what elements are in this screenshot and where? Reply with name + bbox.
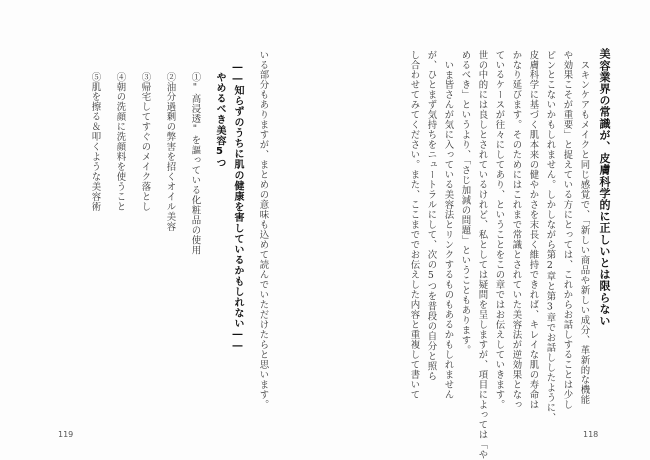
list-item: ③帰宅してすぐのメイク落とし (139, 72, 151, 212)
list-item: ⑤肌を擦る＆叩くような美容術 (89, 72, 101, 212)
list-item: ②油分過剰の弊害を招くオイル美容 (164, 72, 176, 232)
body-line: ピンとこないかもしれません。しかしながら第2章と第3章でお話ししたように、 (544, 50, 556, 423)
body-line: かなり延びます。そのためにはこれまで常識とされていた美容法が逆効果となっ (510, 50, 522, 410)
subheading-tagline: ――知らずのうちに肌の健康を害しているかもしれない―― (232, 62, 243, 353)
subheading-title: やめるべき美容5つ (214, 72, 225, 169)
body-line: が、ひとまず気持ちをニュートラルにして、次の5つを普段の自分と照ら (425, 50, 437, 382)
list-item: ④朝の洗顔に洗顔料を使うこと (114, 72, 126, 212)
body-line: スキンケアもメイクと同じ感覚で、「新しい商品や新しい成分、革新的な機能 (578, 60, 590, 405)
body-line: めるべき」というより、「さじ加減の問題」ということもあります。 (459, 50, 471, 355)
body-line: いる部分もありますが、まとめの意味も込めて読んでいただけたらと思います。 (257, 50, 269, 410)
body-line: し合わせてみてください。また、ここまででお伝えした内容と重複して書いて (408, 50, 420, 400)
body-line: ているケースが往々にしてあり、ということをこの章ではお伝えしていきます。 (493, 50, 505, 410)
body-line: 世の中的には良しとされているけれど、私としては疑問を呈しますが、項目によっては「や (476, 50, 488, 460)
page-118 (325, 0, 650, 460)
section-heading: 美容業界の常識が、皮膚科学的に正しいとは限らない (598, 48, 611, 327)
body-line: や効果こそが重要」と捉えている方にとっては、これからお話しすることは少し (561, 50, 573, 410)
page-number: 118 (583, 430, 599, 439)
body-line: いま皆さんが気に入っている美容法とリンクするものもあるかもしれません (442, 60, 454, 400)
page-number: 119 (58, 430, 74, 439)
body-line: 皮膚科学に基づく肌本来の健やかさを末長く維持できれば、キレイな肌の寿命は (527, 50, 539, 410)
list-item: ①"高浸透"を謳っている化粧品の使用 (189, 72, 201, 256)
